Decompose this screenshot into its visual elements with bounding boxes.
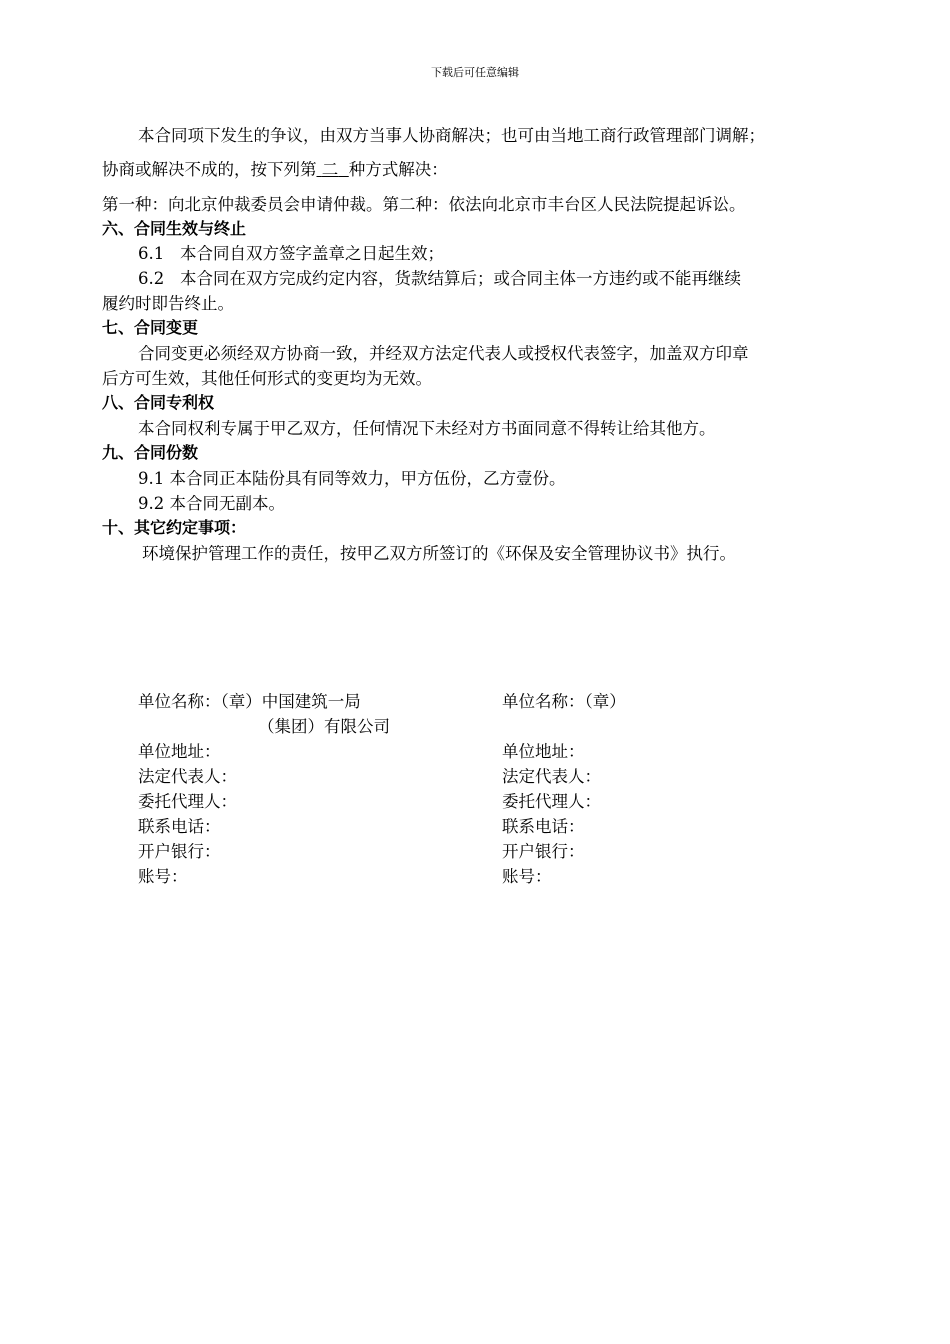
left-party-phone: 联系电话： (138, 817, 221, 836)
right-party-rep: 法定代表人： (502, 767, 601, 786)
section-6-item-2-line-2: 履约时即告终止。 (102, 294, 234, 313)
section-9-item-1: 9.1 本合同正本陆份具有同等效力，甲方伍份，乙方壹份。 (138, 469, 566, 488)
dispute-line-2-suffix: 种方式解决： (348, 160, 448, 179)
section-7-line-1: 合同变更必须经双方协商一致，并经双方法定代表人或授权代表签字，加盖双方印章 (138, 344, 749, 363)
dispute-line-3: 第一种：向北京仲裁委员会申请仲裁。第二种：依法向北京市丰台区人民法院提起诉讼。 (102, 195, 746, 214)
section-9-title: 九、合同份数 (102, 443, 199, 462)
section-6-title: 六、合同生效与终止 (102, 219, 247, 238)
section-9-item-2: 9.2 本合同无副本。 (138, 494, 285, 513)
right-party-bank: 开户银行： (502, 842, 585, 861)
right-party-agent: 委托代理人： (502, 792, 601, 811)
left-party-agent: 委托代理人： (138, 792, 237, 811)
section-6-item-1: 6.1 本合同自双方签字盖章之日起生效； (138, 244, 444, 263)
right-party-name: 单位名称：（章） (502, 692, 626, 711)
section-10-line-1: 环境保护管理工作的责任，按甲乙双方所签订的《环保及安全管理协议书》执行。 (142, 544, 736, 563)
page-header: 下载后可任意编辑 (431, 66, 519, 79)
left-party-name-cont: （集团）有限公司 (258, 717, 390, 736)
left-party-name: 单位名称：（章）中国建筑一局 (138, 692, 361, 711)
dispute-line-2-prefix: 协商或解决不成的，按下列第 (102, 160, 317, 179)
left-party-account: 账号： (138, 867, 188, 886)
section-7-title: 七、合同变更 (102, 318, 199, 337)
section-8-title: 八、合同专利权 (102, 393, 215, 412)
right-party-phone: 联系电话： (502, 817, 585, 836)
right-party-account: 账号： (502, 867, 552, 886)
section-8-line-1: 本合同权利专属于甲乙双方，任何情况下未经对方书面同意不得转让给其他方。 (138, 419, 716, 438)
dispute-line-2 (102, 158, 862, 182)
dispute-choice: 二 (321, 160, 339, 179)
left-party-address: 单位地址： (138, 742, 221, 761)
left-party-rep: 法定代表人： (138, 767, 237, 786)
section-7-line-2: 后方可生效，其他任何形式的变更均为无效。 (102, 369, 432, 388)
dispute-line-1: 本合同项下发生的争议，由双方当事人协商解决；也可由当地工商行政管理部门调解； (138, 126, 765, 145)
section-6-item-2-line-1: 6.2 本合同在双方完成约定内容，货款结算后；或合同主体一方违约或不能再继续 (138, 269, 741, 288)
left-party-bank: 开户银行： (138, 842, 221, 861)
right-party-address: 单位地址： (502, 742, 585, 761)
section-10-title: 十、其它约定事项： (102, 518, 247, 537)
